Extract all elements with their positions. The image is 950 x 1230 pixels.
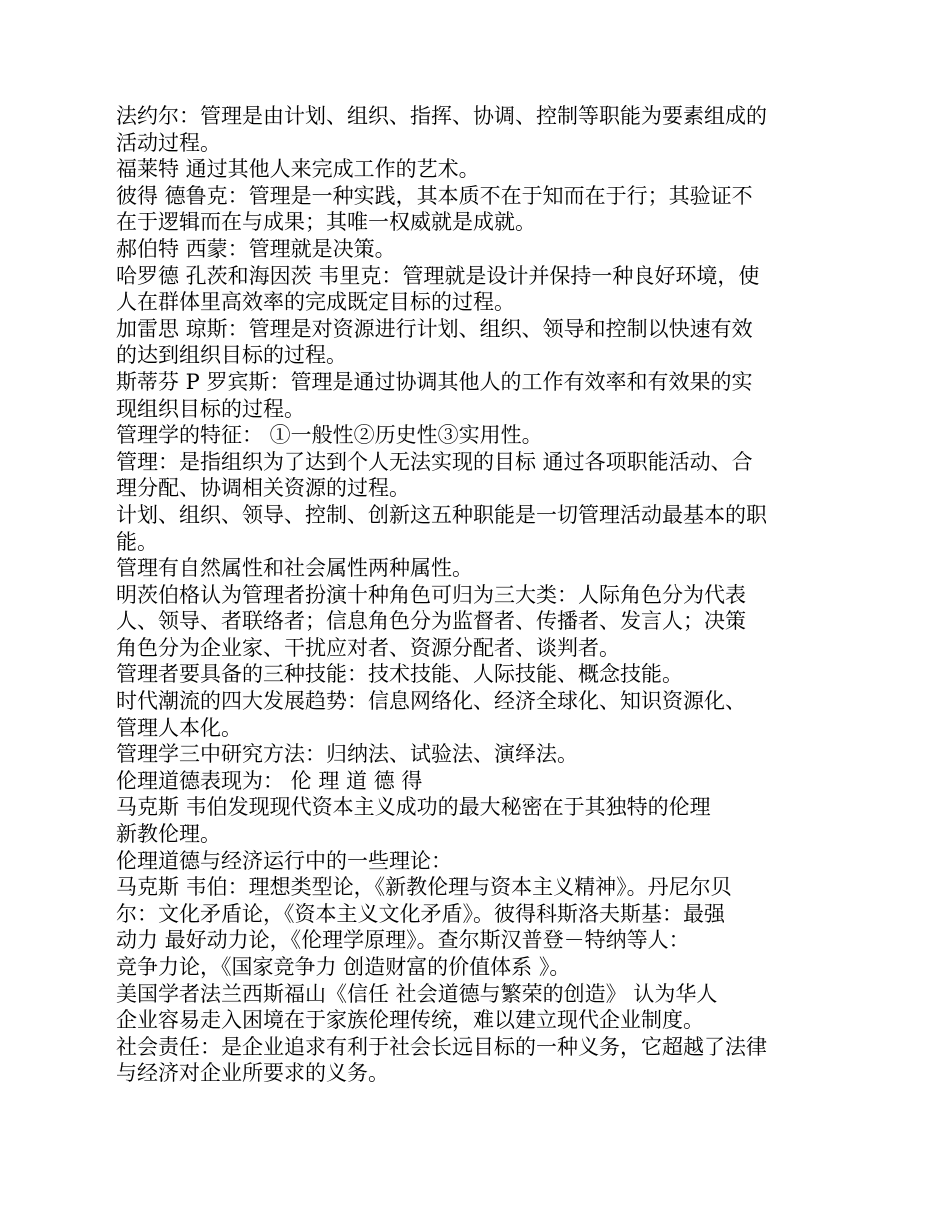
text-line: 角色分为企业家、干扰应对者、资源分配者、谈判者。 — [116, 635, 620, 660]
text-line: 管理学的特征： ①一般性②历史性③实用性。 — [116, 423, 543, 448]
text-line: 社会责任：是企业追求有利于社会长远目标的一种义务，它超越了法律 — [116, 1034, 767, 1059]
text-line: 企业容易走入困境在于家族伦理传统，难以建立现代企业制度。 — [116, 1008, 704, 1033]
text-line: 马克斯 韦伯发现现代资本主义成功的最大秘密在于其独特的伦理 — [116, 795, 711, 820]
text-line: 人、领导、者联络者；信息角色分为监督者、传播者、发言人；决策 — [116, 609, 746, 634]
text-line: 伦理道德表现为： 伦 理 道 德 得 — [116, 768, 423, 793]
text-line: 法约尔：管理是由计划、组织、指挥、协调、控制等职能为要素组成的 — [116, 104, 767, 128]
text-line: 管理人本化。 — [116, 715, 242, 740]
text-line: 理分配、协调相关资源的过程。 — [116, 476, 410, 501]
text-line: 能。 — [116, 529, 158, 554]
text-line: 时代潮流的四大发展趋势：信息网络化、经济全球化、知识资源化、 — [116, 689, 746, 714]
text-line: 现组织目标的过程。 — [116, 396, 305, 421]
text-line: 福莱特 通过其他人来完成工作的艺术。 — [116, 157, 480, 182]
document-body — [116, 103, 844, 1087]
text-line: 人在群体里高效率的完成既定目标的过程。 — [116, 290, 515, 315]
text-line: 管理者要具备的三种技能：技术技能、人际技能、概念技能。 — [116, 662, 683, 687]
text-line: 在于逻辑而在与成果；其唯一权威就是成就。 — [116, 210, 536, 235]
text-line: 伦理道德与经济运行中的一些理论： — [116, 848, 452, 873]
text-line: 斯蒂芬 P 罗宾斯：管理是通过协调其他人的工作有效率和有效果的实 — [116, 369, 753, 394]
text-line: 动力 最好动力论，《伦理学原理》。查尔斯汉普登－特纳等人： — [116, 928, 690, 953]
text-line: 新教伦理。 — [116, 822, 221, 847]
text-line: 管理学三中研究方法：归纳法、试验法、演绎法。 — [116, 742, 578, 767]
text-line: 与经济对企业所要求的义务。 — [116, 1061, 389, 1086]
text-line: 彼得 德鲁克：管理是一种实践，其本质不在于知而在于行；其验证不 — [116, 183, 753, 208]
text-line: 加雷思 琼斯：管理是对资源进行计划、组织、领导和控制以快速有效 — [116, 316, 753, 341]
text-line: 的达到组织目标的过程。 — [116, 343, 347, 368]
text-line: 明茨伯格认为管理者扮演十种角色可归为三大类：人际角色分为代表 — [116, 582, 746, 607]
text-line: 竞争力论，《国家竞争力 创造财富的价值体系 》。 — [116, 955, 571, 979]
text-line: 马克斯 韦伯：理想类型论，《新教伦理与资本主义精神》。丹尼尔贝 — [116, 875, 732, 900]
text-line: 哈罗德 孔茨和海因茨 韦里克：管理就是设计并保持一种良好环境，使 — [116, 263, 760, 288]
text-line: 尔：文化矛盾论，《资本主义文化矛盾》。彼得科斯洛夫斯基：最强 — [116, 901, 725, 926]
text-line: 美国学者法兰西斯福山《信任 社会道德与繁荣的创造》 认为华人 — [116, 981, 718, 1006]
text-line: 郝伯特 西蒙：管理就是决策。 — [116, 236, 396, 261]
text-line: 管理有自然属性和社会属性两种属性。 — [116, 556, 473, 581]
text-line: 计划、组织、领导、控制、创新这五种职能是一切管理活动最基本的职 — [116, 502, 767, 527]
text-line: 活动过程。 — [116, 130, 221, 155]
text-line: 管理：是指组织为了达到个人无法实现的目标 通过各项职能活动、合 — [116, 449, 753, 474]
